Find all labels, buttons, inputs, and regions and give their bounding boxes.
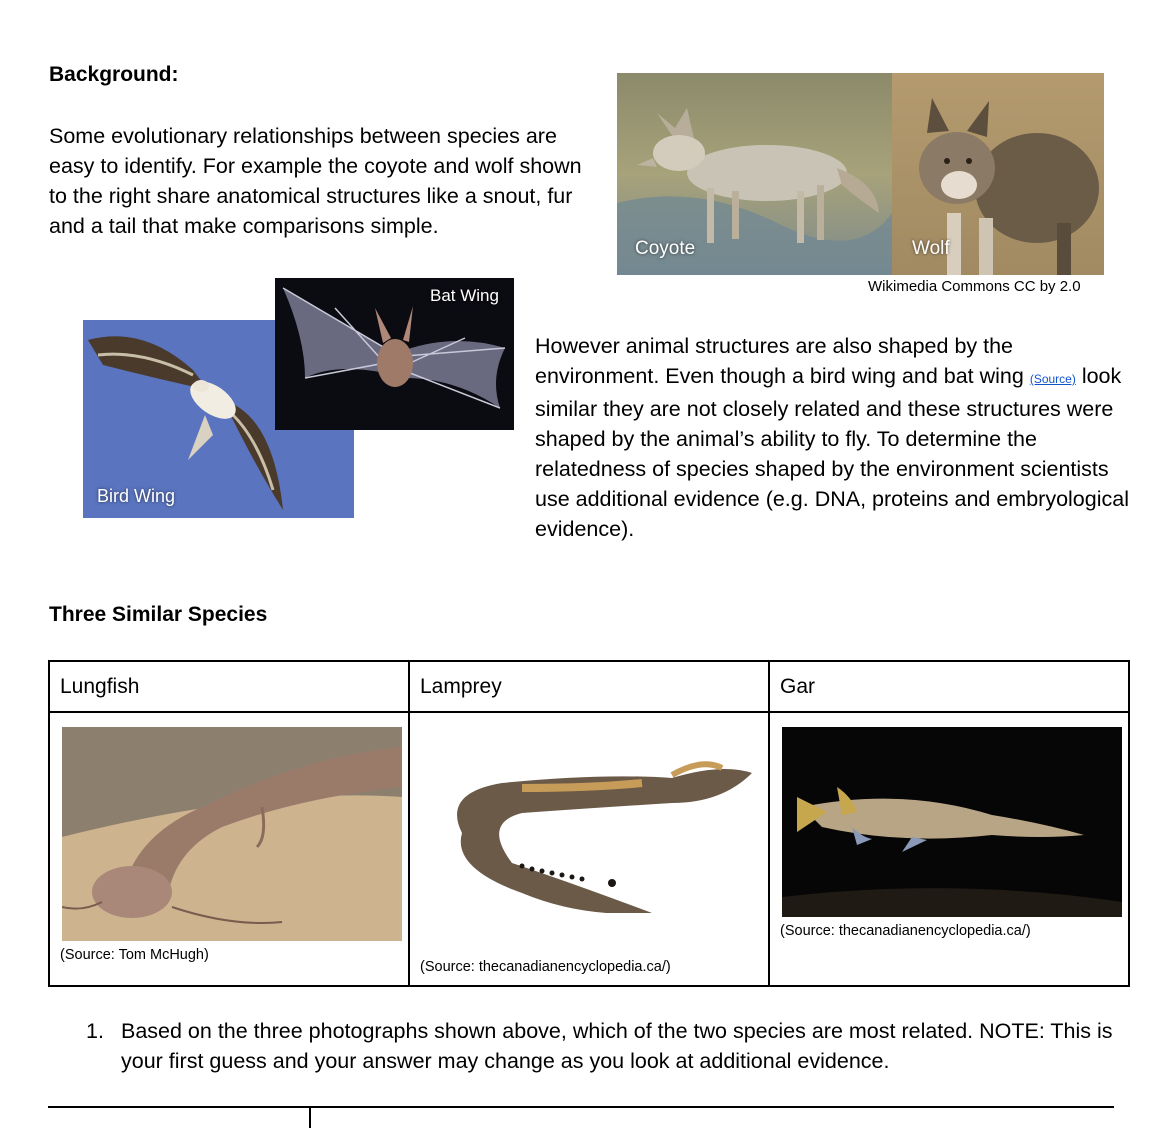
source-link-anchor[interactable]: (Source) [1029,372,1076,386]
species-header-lungfish: Lungfish [49,661,409,712]
gar-image [782,727,1122,917]
background-heading: Background: [49,63,179,86]
lungfish-image [62,727,402,941]
bird-wing-label: Bird Wing [97,486,176,506]
environment-paragraph [535,331,1135,544]
question-1 [86,1016,1126,1076]
lamprey-cell [409,712,769,986]
photo-credit: Wikimedia Commons CC by 2.0 [868,278,1081,295]
lamprey-image [422,753,752,913]
source-link[interactable] [1030,372,1076,386]
bat-wing-label: Bat Wing [430,286,499,305]
coyote-label: Coyote [635,238,696,259]
answer-table [48,1106,1114,1128]
lungfish-photo [62,727,402,941]
environment-text-1: However animal structures are also shaped by the environment. Even though a bird wing and bat wing [535,334,1030,388]
gar-source: (Source: thecanadianencyclopedia.ca/) [780,923,1031,939]
gar-photo [782,727,1122,917]
species-heading: Three Similar Species [49,603,268,626]
bat-wing-photo [275,278,514,430]
wolf-label: Wolf [912,238,950,259]
environment-text-2: look similar they are not closely related and these structures were shaped by the animal’s ability to fly. To determine the relatedness of species shaped by the environment scientists use additional evidence (e.g. DNA, proteins and embryological evidence). [535,364,1129,541]
coyote-wolf-photo [617,73,1104,275]
lungfish-source: (Source: Tom McHugh) [60,947,209,963]
lungfish-cell [49,712,409,986]
question-number: 1. [86,1019,104,1043]
lamprey-source: (Source: thecanadianencyclopedia.ca/) [420,959,671,975]
question-text: Based on the three photographs shown above, which of the two species are most related. NOTE: This is your first guess and your answer may change as you look at additional evidence. [121,1019,1113,1073]
gar-cell [769,712,1129,986]
lamprey-photo [422,753,752,913]
species-table [48,660,1130,987]
answer-table-divider [309,1108,311,1128]
background-paragraph: Some evolutionary relationships between species are easy to identify. For example the coyote and wolf shown to the right share anatomical structures like a snout, fur and a tail that make comparisons simple. [49,124,582,238]
species-header-lamprey: Lamprey [409,661,769,712]
species-header-gar: Gar [769,661,1129,712]
